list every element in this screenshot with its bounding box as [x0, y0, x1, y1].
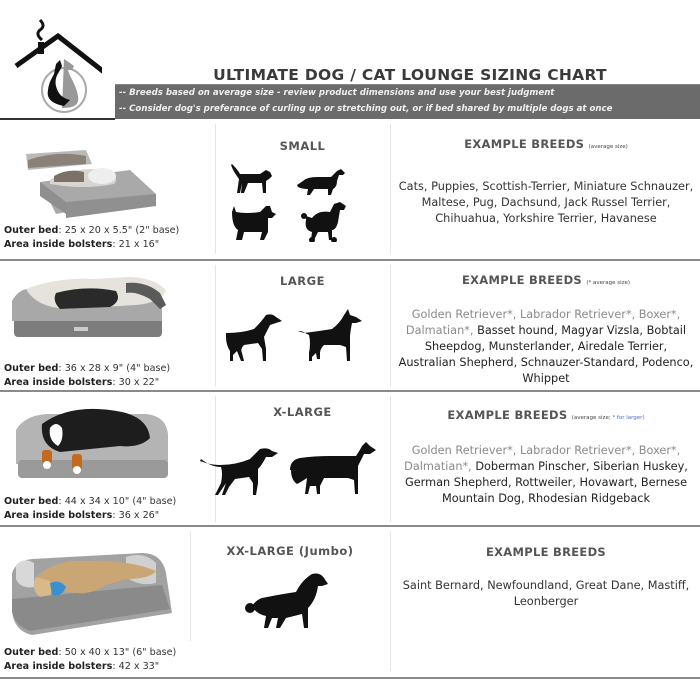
scottish-terrier-icon: [230, 204, 276, 242]
example-breeds-heading: [392, 545, 700, 559]
inside-area-value: : 21 x 16": [112, 239, 160, 250]
cat-icon: [230, 162, 278, 196]
breed-text: Cats, Puppies, Scottish-Terrier, Miniature Schnauzer, Maltese, Pug, Dachsund, Jack Russel Terrier, Chihuahua, Yorkshire Terrier, Havanese: [398, 180, 694, 225]
inside-area-value: : 36 x 26": [112, 510, 160, 521]
doberman-icon: [296, 307, 362, 363]
inside-area-value: : 42 x 33": [112, 661, 160, 672]
note-line: -- Breeds based on average size - review product dimensions and use your best judgment: [119, 88, 555, 98]
breeds-title: EXAMPLE BREEDS: [447, 408, 568, 422]
example-breeds-heading: [392, 273, 700, 287]
breed-text: Basset hound, Magyar Vizsla, Bobtail Sheepdog, Munsterlander, Airedale Terrier, Australian Shepherd, Schnauzer-Standard, Podenco, Whippet: [398, 324, 694, 385]
size-label: XX-LARGE (Jumbo): [226, 544, 354, 558]
breed-text: Saint Bernard, Newfoundland, Great Dane, Mastiff, Leonberger: [402, 579, 690, 608]
outer-bed-value: : 36 x 28 x 9" (4" base): [58, 363, 171, 374]
size-section-large: [0, 261, 700, 392]
column-divider: [390, 531, 391, 671]
bed-dimensions: [4, 495, 176, 523]
inside-area-label: Area inside bolsters: [4, 510, 113, 521]
column-divider: [390, 124, 391, 254]
outer-bed-label: Outer bed: [4, 647, 59, 658]
inside-area-label: Area inside bolsters: [4, 661, 113, 672]
breeds-footnote: (average size): [588, 144, 628, 150]
note-line: -- Consider dog's preferance of curling up or stretching out, or if bed shared by multiple dogs at once: [119, 104, 613, 114]
section-divider: [0, 677, 700, 679]
bed-photo: [6, 400, 176, 490]
outer-bed-value: : 25 x 20 x 5.5" (2" base): [58, 225, 180, 236]
starred-breeds: Golden Retriever*, Labrador Retriever*, Boxer*, Dalmatian*,: [404, 444, 681, 473]
breed-list: [396, 179, 696, 227]
size-section-x-large: [0, 392, 700, 527]
breeds-footnote: (average size;: [571, 415, 613, 421]
greyhound-icon: [218, 311, 284, 363]
column-divider: [390, 396, 391, 522]
notes-bar: [115, 84, 700, 119]
bed-dimensions: [4, 362, 170, 390]
outer-bed-label: Outer bed: [4, 496, 59, 507]
breeds-title: EXAMPLE BREEDS: [461, 273, 582, 287]
dachshund-icon: [297, 165, 347, 195]
size-section-xx-large: [0, 527, 700, 679]
breed-text: Doberman Pinscher, Siberian Huskey, German Shepherd, Rottweiler, Hovawart, Bernese Mountain Dog, Rhodesian Ridgeback: [404, 460, 688, 505]
inside-area-label: Area inside bolsters: [4, 377, 113, 388]
breed-list: [396, 443, 696, 507]
breeds-footnote: (* average size): [586, 280, 631, 286]
size-label: SMALL: [279, 139, 326, 153]
bed-photo: [6, 543, 176, 635]
size-label: LARGE: [280, 274, 325, 288]
breeds-footnote-larger: * for larger): [612, 415, 645, 421]
size-section-small: [0, 120, 700, 261]
chart-header: [0, 0, 700, 120]
outer-bed-value: : 44 x 34 x 10" (4" base): [58, 496, 177, 507]
size-label: X-LARGE: [273, 405, 332, 419]
breed-list: [396, 307, 696, 387]
saint-bernard-icon: [244, 572, 328, 632]
starred-breeds: Golden Retriever*, Labrador Retriever*, Boxer*, Dalmatian*,: [405, 308, 681, 337]
example-breeds-heading: [392, 408, 700, 422]
poodle-icon: [300, 200, 346, 242]
bed-dimensions: [4, 646, 176, 674]
bed-dimensions: [4, 224, 179, 252]
breeds-title: EXAMPLE BREEDS: [485, 545, 607, 559]
page-title: ULTIMATE DOG / CAT LOUNGE SIZING CHART: [213, 66, 607, 84]
column-divider: [190, 531, 191, 641]
bed-photo: [6, 271, 176, 349]
bed-photo: [6, 134, 176, 224]
breeds-title: EXAMPLE BREEDS: [464, 137, 585, 151]
outer-bed-label: Outer bed: [4, 363, 59, 374]
wolf-dog-icon: [288, 442, 376, 498]
column-divider: [390, 265, 391, 387]
setter-icon: [200, 447, 280, 497]
house-dog-cat-logo-icon: [12, 14, 102, 114]
inside-area-value: : 30 x 22": [112, 377, 160, 388]
outer-bed-label: Outer bed: [4, 225, 59, 236]
inside-area-label: Area inside bolsters: [4, 239, 113, 250]
outer-bed-value: : 50 x 40 x 13" (6" base): [58, 647, 177, 658]
breed-list: [396, 578, 696, 610]
example-breeds-heading: [392, 137, 700, 151]
